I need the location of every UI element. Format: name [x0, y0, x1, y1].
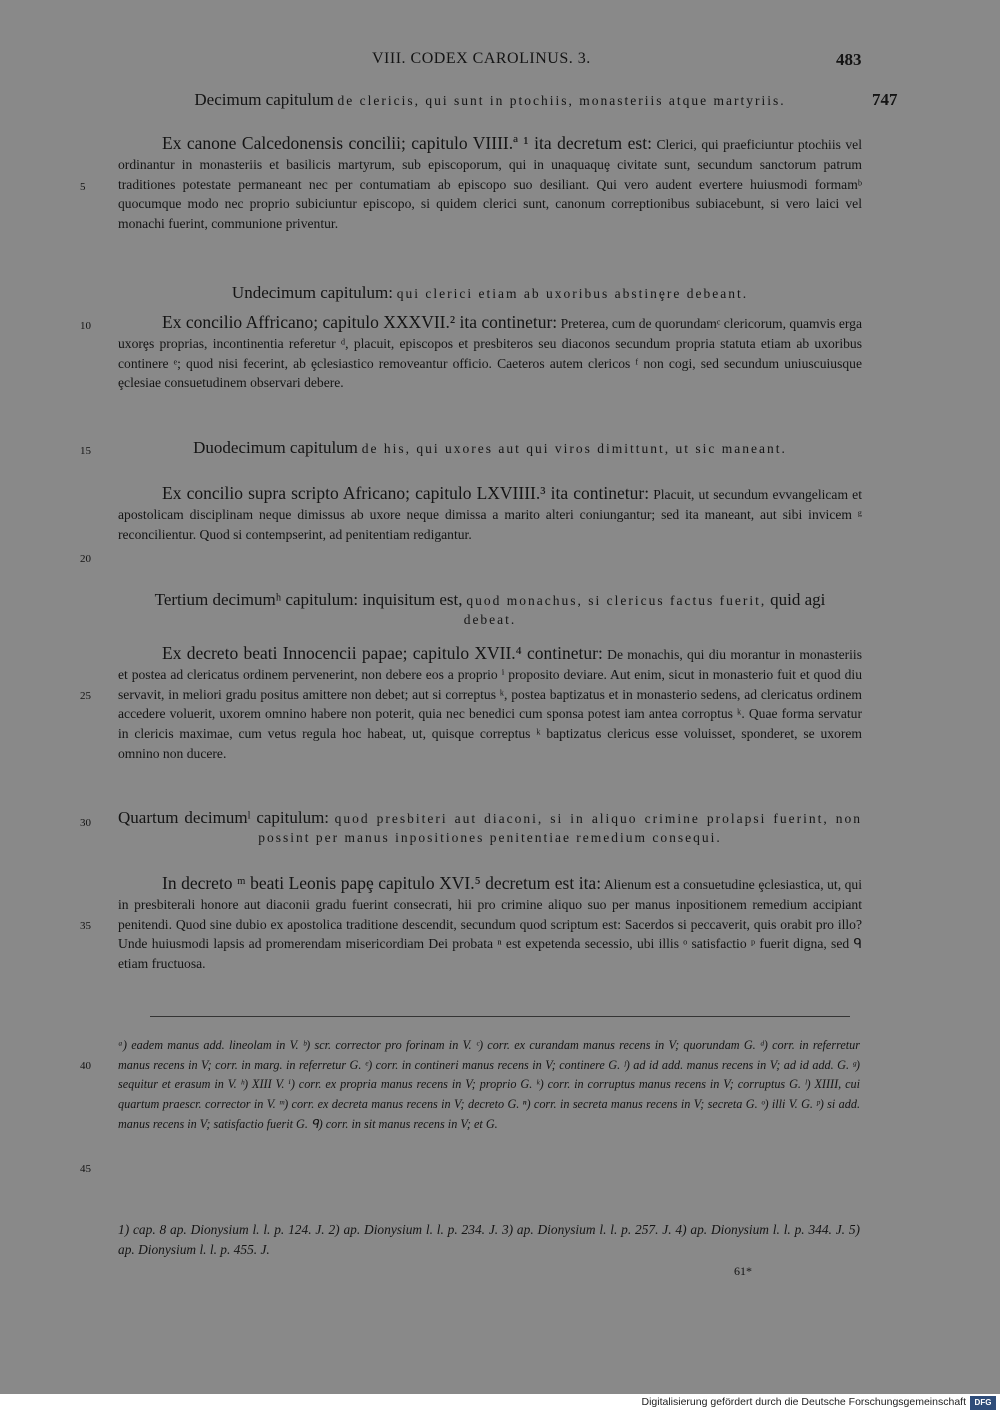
page-number: 483	[836, 50, 862, 69]
line-number: 40	[80, 1060, 91, 1072]
critical-apparatus: ᵃ) eadem manus add. lineolam in V. ᵇ) scr. corrector pro forinam in V. ᶜ) corr. ex curandam manus recens in V; quorundam G. ᵈ) corr. in referretur manus recens in V; corr. in marg. in referretur G. ᵉ) corr. in contineri manus recens in V; continere G. ᶠ) ad id add. manus recens in V; ad id add. G. ᵍ) sequitur et erasum in V. ʰ) XIII V. ⁱ) corr. ex propria manus recens in V; proprio G. ᵏ) corr. in corruptus manus recens in V; corruptus G. ˡ) XIIII, cui quartum praescr. corrector in V. ᵐ) corr. ex decreta manus recens in V; decreto G. ⁿ) corr. in secreta manus recens in V; secreta G. ᵒ) illi V. G. ᵖ) si add. manus recens in V; satisfactio fuerit G. ᑫ) corr. in sit manus recens in V; et G.	[118, 1038, 860, 1131]
margin-page-number: 747	[872, 90, 898, 109]
line-number: 20	[80, 553, 91, 565]
section-paragraph: Ex concilio Affricano; capitulo XXXVII.² ita continetur: Preterea, cum de quorundamᶜ clericorum, quamvis erga uxorȩs proprias, incontinentia referetur ᵈ, placuit, episcopos et presbiteros seu diaconos secundum propria statuta etiam ab uxoribus continere ᵉ; quod nisi fecerint, ab ȩclesiastico removeantur officio. Caeteros autem clericos ᶠ non cogi, sed secundum uniuscuiusque ȩclesiae consuetudinem observari debere.	[118, 312, 863, 391]
section-paragraph: In decreto ᵐ beati Leonis papȩ capitulo XVI.⁵ decretum est ita: Alienum est a consuetudine ȩclesiastica, ut, qui in presbiterali honore aut diaconii gradu fuerint consecrati, hii pro crimine aliquo suo per manus inpositionem remedium accipiant penitendi. Quod sine dubio ex apostolica traditione descendit, secundum quod scriptum est: Sacerdos si peccaverit, quis orabit pro illo? Unde huiusmodi lapsis ad promerendam misericordiam Dei probata ⁿ est expetenda secessio, ubi illis ᵒ satisfactio ᵖ fuerit digna, sed ᑫ etiam fructuosa.	[118, 873, 862, 972]
section-heading: Duodecimum capitulum de his, qui uxores aut qui viros dimittunt, ut sic maneant.	[193, 438, 787, 457]
footnote-divider	[150, 1016, 850, 1017]
section-paragraph: Ex canone Calcedonensis concilii; capitulo VIIII.ª ¹ ita decretum est: Clerici, qui praeficiuntur ptochiis vel ordinantur in monasteriis et basilicis martyrum, sub episcoporum, qui in unaquaquȩ civitate sunt, secundum sanctorum patrum traditiones potestate permaneant nec per contumatiam ab episcopo suo desiliant. Qui vero audent evertere huiusmodi formamᵇ quocumque modo nec proprio subiciuntur episcopo, si quidem clerici sunt, canonum correptionibus subiacebunt, si vero laici vel monachi fuerint, communione priventur.	[118, 133, 862, 232]
line-number: 5	[80, 181, 86, 193]
source-references: 1) cap. 8 ap. Dionysium l. l. p. 124. J. 2) ap. Dionysium l. l. p. 234. J. 3) ap. Dionysium l. l. p. 257. J. 4) ap. Dionysium l. l. p. 344. J. 5) ap. Dionysium l. l. p. 455. J.	[118, 1222, 860, 1257]
line-number: 45	[80, 1163, 91, 1175]
line-number: 15	[80, 445, 91, 457]
funding-notice: Digitalisierung gefördert durch die Deutsche Forschungsgemeinschaft	[641, 1396, 966, 1408]
section-heading: Decimum capitulum de clericis, qui sunt in ptochiis, monasteriis atque martyriis.	[194, 90, 786, 109]
digitization-footer	[0, 1394, 1000, 1413]
line-number: 35	[80, 920, 91, 932]
line-number: 25	[80, 690, 91, 702]
section-heading: Quartum decimumˡ capitulum: quod presbiteri aut diaconi, si in aliquo crimine prolapsi fuerint, non possint per manus inpositiones penitentiae remedium consequi.	[118, 808, 863, 845]
running-head-title: VIII. CODEX CAROLINUS. 3.	[372, 50, 591, 67]
section-paragraph: Ex concilio supra scripto Africano; capitulo LXVIIII.³ ita continetur: Placuit, ut secundum evvangelicam et apostolicam disciplinam neque dimissus ab uxore neque dimissa a marito alteri coniungantur; sed ita maneant, aut sibi invicem ᵍ reconcilientur. Quod si contempserint, ad penitentiam redigantur.	[118, 483, 862, 542]
signature-mark: 61*	[734, 1264, 752, 1278]
dfg-logo-icon: DFG	[970, 1396, 996, 1410]
line-number: 30	[80, 817, 91, 829]
section-paragraph: Ex decreto beati Innocencii papae; capitulo XVII.⁴ continetur: De monachis, qui diu morantur in monasteriis et postea ad clericatus ordinem pervenerint, non debere eos a proprio ⁱ proposito deviare. Aut enim, sicut in monasterio fuit et quod diu servavit, in meliori gradu positus amittere non debet; aut si correptus ᵏ, postea baptizatus et in monasterio sedens, ad clericatus ordinem accedere voluerit, uxorem omnino habere non poterit, quia nec benedici cum sponsa potest iam antea corroptus ᵏ. Quae forma servatur in clericis maximae, cum vetus regula hoc habeat, ut, quisque correptus ᵏ baptizatus clericus esse voluisset, sponderet, se uxorem omnino non ducere.	[118, 643, 862, 761]
section-heading: Tertium decimumʰ capitulum: inquisitum est, quod monachus, si clericus factus fuerit, quid agi debeat.	[154, 590, 826, 627]
section-heading: Undecimum capitulum: qui clerici etiam ab uxoribus abstinȩre debeant.	[231, 283, 749, 302]
running-head	[0, 50, 1000, 74]
line-number: 10	[80, 320, 91, 332]
